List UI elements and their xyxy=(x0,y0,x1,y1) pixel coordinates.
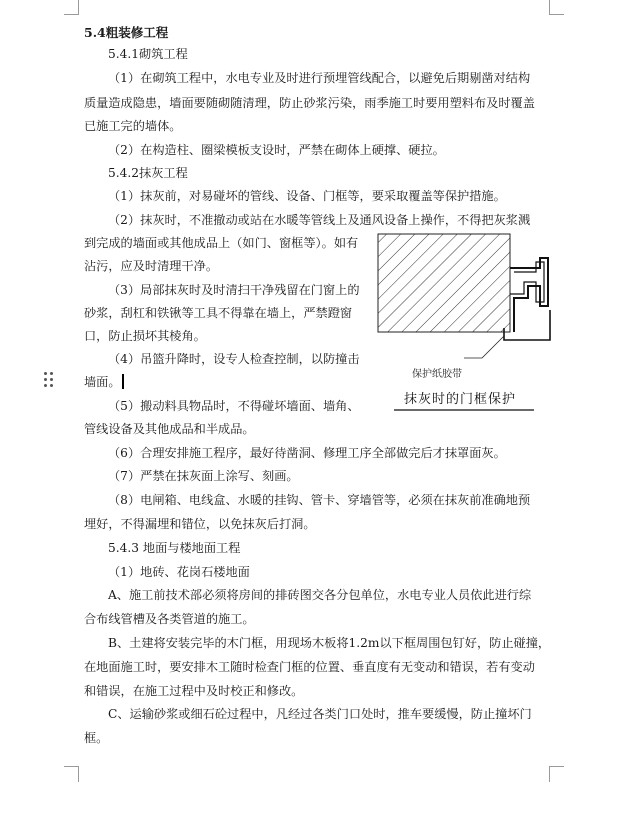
subsection-title: 5.4.1砌筑工程 xyxy=(108,47,188,61)
paragraph-line: 在地面施工时，要安排木工随时检查门框的位置、垂直度有无变动和错误，若有变动 xyxy=(84,660,535,674)
crop-mark-bottom-right-v xyxy=(549,766,550,782)
subsection-title: 5.4.3 地面与楼地面工程 xyxy=(108,541,241,555)
paragraph-line: 到完成的墙面或其他成品上（如门、窗框等）。如有 xyxy=(84,236,359,250)
paragraph-line: （8）电闸箱、电线盒、水暖的挂钩、管卡、穿墙管等，必须在抹灰前准确地预 xyxy=(108,493,531,507)
section-title: 5.4粗装修工程 xyxy=(84,25,169,40)
paragraph-line: 合布线管槽及各类管道的施工。 xyxy=(84,612,255,626)
paragraph-line: （5）搬动料具物品时，不得碰坏墙面、墙角、 xyxy=(108,399,360,413)
crop-mark-bottom-left-v xyxy=(78,766,79,782)
paragraph-line: （1）在砌筑工程中，水电专业及时进行预埋管线配合，以避免后期剔凿对结构 xyxy=(108,71,531,85)
paragraph-line: 已施工完的墙体。 xyxy=(84,119,182,133)
paragraph-line: （6）合理安排施工程序，最好待凿洞、修理工序全部做完后才抹罩面灰。 xyxy=(108,446,506,460)
subsection-title: 5.4.2抹灰工程 xyxy=(108,166,188,180)
paragraph-line: 沾污，应及时清理干净。 xyxy=(84,259,219,273)
paragraph-line: （1）地砖、花岗石楼地面 xyxy=(108,565,250,579)
paragraph-line: 管线设备及其他成品和半成品。 xyxy=(84,422,255,436)
crop-mark-top-right-h xyxy=(549,14,564,15)
paragraph-line: 和错误，在施工过程中及时校正和修改。 xyxy=(84,684,304,698)
figure-caption: 抹灰时的门框保护 xyxy=(404,392,517,407)
drag-handle-icon[interactable] xyxy=(44,372,56,390)
paragraph-line: （1）抹灰前，对易碰坏的管线、设备、门框等，要采取覆盖等保护措施。 xyxy=(108,189,506,203)
crop-mark-bottom-right-h xyxy=(549,766,564,767)
crop-mark-top-left-v xyxy=(78,0,79,14)
paragraph-line: （4）吊篮升降时，设专人检查控制，以防撞击 xyxy=(108,352,360,366)
text-cursor xyxy=(122,374,124,389)
paragraph-line: （2）抹灰时，不准撤动或站在水暖等管线上及通风设备上操作，不得把灰浆溅 xyxy=(108,213,531,227)
door-frame-protection-figure xyxy=(364,228,560,418)
paragraph-line: （3）局部抹灰时及时清扫干净残留在门窗上的 xyxy=(108,283,360,297)
paragraph-line: 质量造成隐患，墙面要随砌随清理，防止砂浆污染，雨季施工时要用塑料布及时覆盖 xyxy=(84,96,535,110)
paragraph-line: A、施工前技术部必须将房间的排砖图交各分包单位，水电专业人员依此进行综 xyxy=(108,588,532,602)
paragraph-line: 墙面。 xyxy=(84,375,121,389)
crop-mark-top-right-v xyxy=(549,0,550,14)
paragraph-line: 框。 xyxy=(84,731,109,745)
paragraph-line: （7）严禁在抹灰面上涂写、刻画。 xyxy=(108,469,299,483)
paragraph-line: 埋好，不得漏埋和错位，以免抹灰后打洞。 xyxy=(84,517,316,531)
paragraph-line: C、运输砂浆或细石砼过程中，凡经过各类门口处时，推车要缓慢，防止撞坏门 xyxy=(108,707,532,721)
paragraph-line: 口，防止损坏其棱角。 xyxy=(84,329,206,343)
paragraph-line: 砂浆，刮杠和铁锹等工具不得靠在墙上，严禁蹬窗 xyxy=(84,306,353,320)
paragraph-line: （2）在构造柱、圈梁模板支设时，严禁在砌体上硬撑、硬拉。 xyxy=(108,143,445,157)
crop-mark-top-left-h xyxy=(64,14,79,15)
paragraph-line: B、土建将安装完毕的木门框，用现场木板将1.2m以下框周围包钉好，防止碰撞， xyxy=(108,636,551,650)
crop-mark-bottom-left-h xyxy=(64,766,79,767)
figure-note-label: 保护纸胶带 xyxy=(412,369,462,380)
